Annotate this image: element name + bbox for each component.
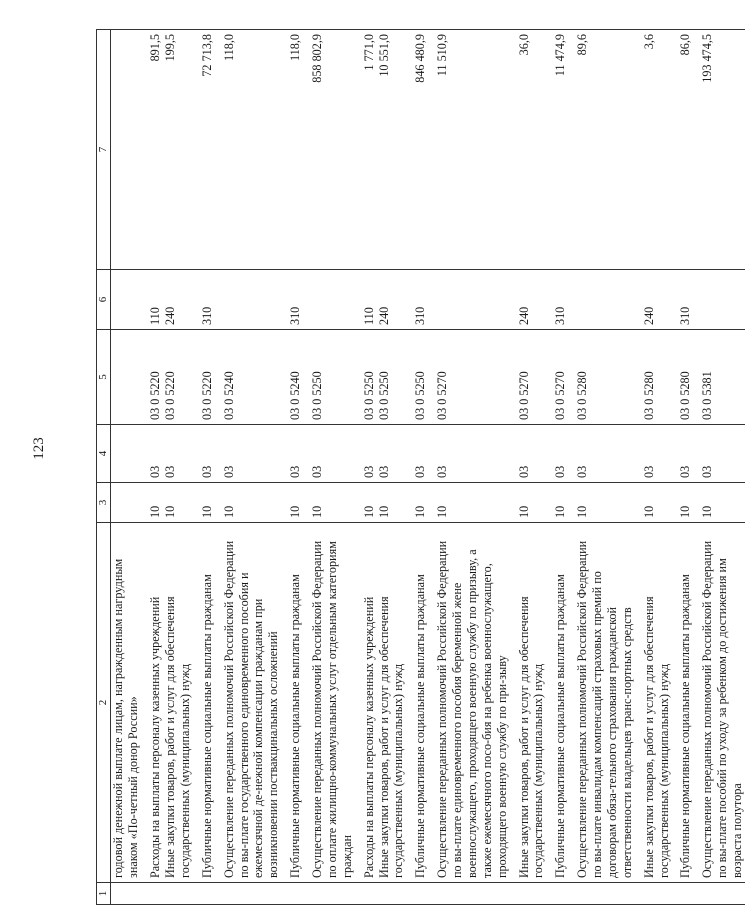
spacer-cell	[141, 883, 148, 905]
row-cell-c3: 10	[200, 483, 215, 523]
spacer-cell	[303, 483, 310, 523]
page-number: 123	[30, 437, 47, 460]
spacer-cell	[193, 483, 200, 523]
row-cell-c6: 310	[678, 270, 693, 330]
spacer-cell	[671, 270, 678, 330]
row-cell-c7: 193 474,5	[700, 30, 745, 270]
row-cell-c4: 03	[310, 425, 355, 483]
spacer-cell	[355, 270, 362, 330]
spacer-cell	[303, 883, 310, 905]
spacer-cell	[303, 523, 310, 883]
row-cell-c6: 240	[517, 270, 547, 330]
row-cell-1	[362, 883, 377, 905]
row-cell-c4: 03	[377, 425, 407, 483]
row-cell-c4: 03	[642, 425, 672, 483]
table-row	[575, 30, 635, 905]
row-cell-c6	[310, 270, 355, 330]
spacer-cell	[693, 330, 700, 425]
column-header: 1	[97, 883, 111, 905]
row-cell-c7: 36,0	[517, 30, 547, 270]
spacer-cell	[215, 30, 222, 270]
row-cell-c7: 858 802,9	[310, 30, 355, 270]
row-item-name: Публичные нормативные социальные выплаты гражданам	[200, 523, 215, 883]
spacer-cell	[635, 483, 642, 523]
table-row	[362, 30, 377, 905]
row-cell-c5: 03 0 5270	[517, 330, 547, 425]
row-cell-1	[222, 883, 282, 905]
row-cell-1	[288, 883, 303, 905]
column-header: 2	[97, 523, 111, 883]
table-row	[222, 30, 282, 905]
row-cell-c4: 03	[435, 425, 509, 483]
table-row	[642, 30, 672, 905]
spacer-cell	[635, 523, 642, 883]
table-row	[148, 30, 163, 905]
row-cell-c3: 10	[362, 483, 377, 523]
row-cell-c3: 10	[310, 483, 355, 523]
table-row	[435, 30, 509, 905]
spacer-cell	[671, 883, 678, 905]
table-row	[517, 30, 547, 905]
table-row	[288, 30, 303, 905]
spacer-cell	[141, 330, 148, 425]
row-cell-1	[148, 883, 163, 905]
row-cell-c3	[111, 483, 141, 523]
spacer-cell	[635, 330, 642, 425]
spacer-cell	[215, 483, 222, 523]
row-cell-1	[517, 883, 547, 905]
spacer-cell	[281, 883, 288, 905]
spacer-cell	[546, 330, 553, 425]
spacer-cell	[546, 425, 553, 483]
row-spacer	[546, 30, 553, 905]
spacer-cell	[406, 523, 413, 883]
row-cell-c5: 03 0 5280	[575, 330, 635, 425]
row-cell-c7: 3,6	[642, 30, 672, 270]
spacer-cell	[406, 483, 413, 523]
row-item-name: Осуществление переданных полномочий Российской Федерации по вы-плате государственного единовременного пособия и ежемесячной де-нежной компенсации гражданам при возникновении поствакцинальных осложнений	[222, 523, 282, 883]
spacer-cell	[568, 483, 575, 523]
row-item-name: Иные закупки товаров, работ и услуг для обеспечения государственных (муниципальных) нужд	[642, 523, 672, 883]
column-header: 6	[97, 270, 111, 330]
row-cell-c6	[222, 270, 282, 330]
row-cell-c6: 310	[553, 270, 568, 330]
table-row	[413, 30, 428, 905]
spacer-cell	[546, 883, 553, 905]
row-cell-c6: 240	[377, 270, 407, 330]
spacer-cell	[406, 30, 413, 270]
row-cell-c3: 10	[642, 483, 672, 523]
table-row	[111, 30, 141, 905]
row-cell-c6	[435, 270, 509, 330]
row-cell-c4: 03	[413, 425, 428, 483]
table-row	[700, 30, 745, 905]
spacer-cell	[406, 330, 413, 425]
row-cell-c4: 03	[163, 425, 193, 483]
row-cell-1	[377, 883, 407, 905]
spacer-cell	[193, 270, 200, 330]
spacer-cell	[635, 30, 642, 270]
spacer-cell	[693, 270, 700, 330]
row-spacer	[693, 30, 700, 905]
spacer-cell	[215, 270, 222, 330]
spacer-cell	[141, 483, 148, 523]
spacer-cell	[568, 425, 575, 483]
row-spacer	[635, 30, 642, 905]
spacer-cell	[510, 425, 517, 483]
spacer-cell	[428, 30, 435, 270]
row-item-name: Осуществление переданных полномочий Российской Федерации по оплате жилищно-коммунальных услуг отдельным категориям граждан	[310, 523, 355, 883]
row-cell-c5: 03 0 5220	[148, 330, 163, 425]
row-cell-c5	[111, 330, 141, 425]
spacer-cell	[193, 523, 200, 883]
spacer-cell	[568, 270, 575, 330]
row-cell-1	[200, 883, 215, 905]
row-cell-c6: 310	[288, 270, 303, 330]
spacer-cell	[671, 330, 678, 425]
spacer-cell	[355, 330, 362, 425]
spacer-cell	[303, 330, 310, 425]
row-cell-c7: 10 551,0	[377, 30, 407, 270]
spacer-cell	[510, 883, 517, 905]
row-cell-c5: 03 0 5240	[288, 330, 303, 425]
row-item-name: годовой денежной выплате лицам, награжденным нагрудным знаком «По-четный донор России»	[111, 523, 141, 883]
row-cell-1	[163, 883, 193, 905]
spacer-cell	[193, 30, 200, 270]
table-header-row	[97, 30, 111, 905]
budget-table-sheet	[96, 30, 745, 905]
row-item-name: Расходы на выплаты персоналу казенных учреждений	[148, 523, 163, 883]
row-cell-c3: 10	[222, 483, 282, 523]
spacer-cell	[406, 425, 413, 483]
spacer-cell	[215, 523, 222, 883]
row-cell-c6	[700, 270, 745, 330]
spacer-cell	[510, 270, 517, 330]
row-cell-c5: 03 0 5250	[310, 330, 355, 425]
spacer-cell	[510, 330, 517, 425]
spacer-cell	[510, 30, 517, 270]
spacer-cell	[671, 483, 678, 523]
row-cell-c7: 72 713,8	[200, 30, 215, 270]
spacer-cell	[671, 30, 678, 270]
spacer-cell	[428, 270, 435, 330]
spacer-cell	[281, 270, 288, 330]
row-cell-c6: 240	[163, 270, 193, 330]
row-cell-1	[642, 883, 672, 905]
row-cell-c3: 10	[575, 483, 635, 523]
row-cell-c3: 10	[553, 483, 568, 523]
spacer-cell	[428, 425, 435, 483]
column-header: 3	[97, 483, 111, 523]
row-spacer	[281, 30, 288, 905]
row-spacer	[510, 30, 517, 905]
row-cell-c3: 10	[377, 483, 407, 523]
row-cell-c7: 11 510,9	[435, 30, 509, 270]
spacer-cell	[355, 523, 362, 883]
spacer-cell	[303, 30, 310, 270]
spacer-cell	[141, 425, 148, 483]
row-item-name: Публичные нормативные социальные выплаты гражданам	[288, 523, 303, 883]
spacer-cell	[510, 523, 517, 883]
spacer-cell	[303, 425, 310, 483]
spacer-cell	[546, 270, 553, 330]
spacer-cell	[693, 883, 700, 905]
row-cell-c4: 03	[200, 425, 215, 483]
row-cell-1	[678, 883, 693, 905]
row-item-name: Иные закупки товаров, работ и услуг для обеспечения государственных (муниципальных) нужд	[163, 523, 193, 883]
row-spacer	[568, 30, 575, 905]
row-cell-c7: 89,6	[575, 30, 635, 270]
table-row	[310, 30, 355, 905]
spacer-cell	[193, 425, 200, 483]
row-cell-c6: 310	[413, 270, 428, 330]
spacer-cell	[546, 523, 553, 883]
row-spacer	[141, 30, 148, 905]
spacer-cell	[355, 483, 362, 523]
spacer-cell	[635, 425, 642, 483]
row-cell-c3: 10	[435, 483, 509, 523]
row-cell-1	[553, 883, 568, 905]
spacer-cell	[281, 330, 288, 425]
row-cell-c7	[111, 30, 141, 270]
spacer-cell	[406, 883, 413, 905]
spacer-cell	[303, 270, 310, 330]
spacer-cell	[693, 30, 700, 270]
spacer-cell	[193, 883, 200, 905]
row-cell-c5: 03 0 5270	[435, 330, 509, 425]
spacer-cell	[693, 425, 700, 483]
spacer-cell	[428, 883, 435, 905]
row-cell-c6: 240	[642, 270, 672, 330]
row-cell-c3: 10	[678, 483, 693, 523]
row-item-name: Осуществление переданных полномочий Российской Федерации по вы-плате пособий по уходу за ребенком до достижения им возраста полутора	[700, 523, 745, 883]
table-row	[200, 30, 215, 905]
row-cell-c7: 846 480,9	[413, 30, 428, 270]
spacer-cell	[635, 270, 642, 330]
row-cell-c6	[575, 270, 635, 330]
row-item-name: Иные закупки товаров, работ и услуг для обеспечения государственных (муниципальных) нужд	[377, 523, 407, 883]
column-header: 5	[97, 330, 111, 425]
spacer-cell	[281, 30, 288, 270]
row-item-name: Публичные нормативные социальные выплаты гражданам	[413, 523, 428, 883]
table-row	[377, 30, 407, 905]
row-cell-1	[700, 883, 745, 905]
row-cell-c4: 03	[575, 425, 635, 483]
row-cell-c4	[111, 425, 141, 483]
row-cell-c6: 310	[200, 270, 215, 330]
spacer-cell	[355, 883, 362, 905]
row-cell-c4: 03	[553, 425, 568, 483]
row-cell-c4: 03	[288, 425, 303, 483]
row-cell-c7: 118,0	[222, 30, 282, 270]
row-cell-c7: 1 771,0	[362, 30, 377, 270]
row-item-name: Иные закупки товаров, работ и услуг для обеспечения государственных (муниципальных) нужд	[517, 523, 547, 883]
table-row	[553, 30, 568, 905]
spacer-cell	[215, 883, 222, 905]
row-cell-1	[575, 883, 635, 905]
spacer-cell	[281, 483, 288, 523]
row-spacer	[428, 30, 435, 905]
column-header: 4	[97, 425, 111, 483]
row-cell-1	[310, 883, 355, 905]
row-cell-c4: 03	[148, 425, 163, 483]
spacer-cell	[510, 483, 517, 523]
table-row	[163, 30, 193, 905]
row-cell-c7: 86,0	[678, 30, 693, 270]
row-cell-c3: 10	[163, 483, 193, 523]
row-cell-c5: 03 0 5220	[163, 330, 193, 425]
spacer-cell	[568, 523, 575, 883]
row-cell-c3: 10	[700, 483, 745, 523]
row-cell-c5: 03 0 5250	[362, 330, 377, 425]
spacer-cell	[671, 425, 678, 483]
spacer-cell	[693, 483, 700, 523]
spacer-cell	[406, 270, 413, 330]
row-cell-1	[435, 883, 509, 905]
row-cell-c3: 10	[288, 483, 303, 523]
spacer-cell	[355, 30, 362, 270]
spacer-cell	[215, 330, 222, 425]
row-item-name: Публичные нормативные социальные выплаты гражданам	[678, 523, 693, 883]
spacer-cell	[568, 330, 575, 425]
row-cell-c7: 199,5	[163, 30, 193, 270]
row-cell-c7: 891,5	[148, 30, 163, 270]
row-cell-1	[111, 883, 141, 905]
row-cell-c5: 03 0 5381	[700, 330, 745, 425]
row-item-name: Публичные нормативные социальные выплаты гражданам	[553, 523, 568, 883]
spacer-cell	[546, 483, 553, 523]
spacer-cell	[281, 425, 288, 483]
row-spacer	[193, 30, 200, 905]
row-cell-c5: 03 0 5250	[377, 330, 407, 425]
row-cell-c5: 03 0 5250	[413, 330, 428, 425]
row-spacer	[671, 30, 678, 905]
spacer-cell	[281, 523, 288, 883]
row-cell-c5: 03 0 5280	[642, 330, 672, 425]
row-cell-c7: 11 474,9	[553, 30, 568, 270]
table-row	[678, 30, 693, 905]
spacer-cell	[193, 330, 200, 425]
spacer-cell	[671, 523, 678, 883]
spacer-cell	[428, 330, 435, 425]
spacer-cell	[546, 30, 553, 270]
row-cell-c5: 03 0 5220	[200, 330, 215, 425]
spacer-cell	[141, 270, 148, 330]
row-cell-c4: 03	[678, 425, 693, 483]
row-spacer	[355, 30, 362, 905]
spacer-cell	[428, 523, 435, 883]
spacer-cell	[568, 883, 575, 905]
row-spacer	[406, 30, 413, 905]
spacer-cell	[693, 523, 700, 883]
row-cell-c3: 10	[517, 483, 547, 523]
spacer-cell	[141, 30, 148, 270]
row-cell-c5: 03 0 5270	[553, 330, 568, 425]
row-cell-c3: 10	[148, 483, 163, 523]
row-cell-c4: 03	[362, 425, 377, 483]
row-item-name: Осуществление переданных полномочий Российской Федерации по вы-плате единовременного пособия беременной жене военнослужащего, проходящего военную службу по призыву, а также ежемесячного посо-бия на ребенка военнослужащего, проходящего военную службу по при-зыву	[435, 523, 509, 883]
budget-table	[96, 29, 745, 905]
row-cell-c4: 03	[222, 425, 282, 483]
row-cell-c6: 110	[148, 270, 163, 330]
spacer-cell	[215, 425, 222, 483]
row-cell-c4: 03	[517, 425, 547, 483]
spacer-cell	[635, 883, 642, 905]
row-cell-1	[413, 883, 428, 905]
spacer-cell	[568, 30, 575, 270]
spacer-cell	[355, 425, 362, 483]
row-cell-c6: 110	[362, 270, 377, 330]
spacer-cell	[428, 483, 435, 523]
row-cell-c7: 118,0	[288, 30, 303, 270]
row-cell-c4: 03	[700, 425, 745, 483]
row-spacer	[215, 30, 222, 905]
row-cell-c6	[111, 270, 141, 330]
column-header: 7	[97, 30, 111, 270]
row-item-name: Осуществление переданных полномочий Российской Федерации по вы-плате инвалидам компенсаций страховых премий по договорам обяза-тельного страхования гражданской ответственности владельцев транс-портных средств	[575, 523, 635, 883]
row-spacer	[303, 30, 310, 905]
row-item-name: Расходы на выплаты персоналу казенных учреждений	[362, 523, 377, 883]
spacer-cell	[141, 523, 148, 883]
row-cell-c5: 03 0 5240	[222, 330, 282, 425]
row-cell-c5: 03 0 5280	[678, 330, 693, 425]
row-cell-c3: 10	[413, 483, 428, 523]
